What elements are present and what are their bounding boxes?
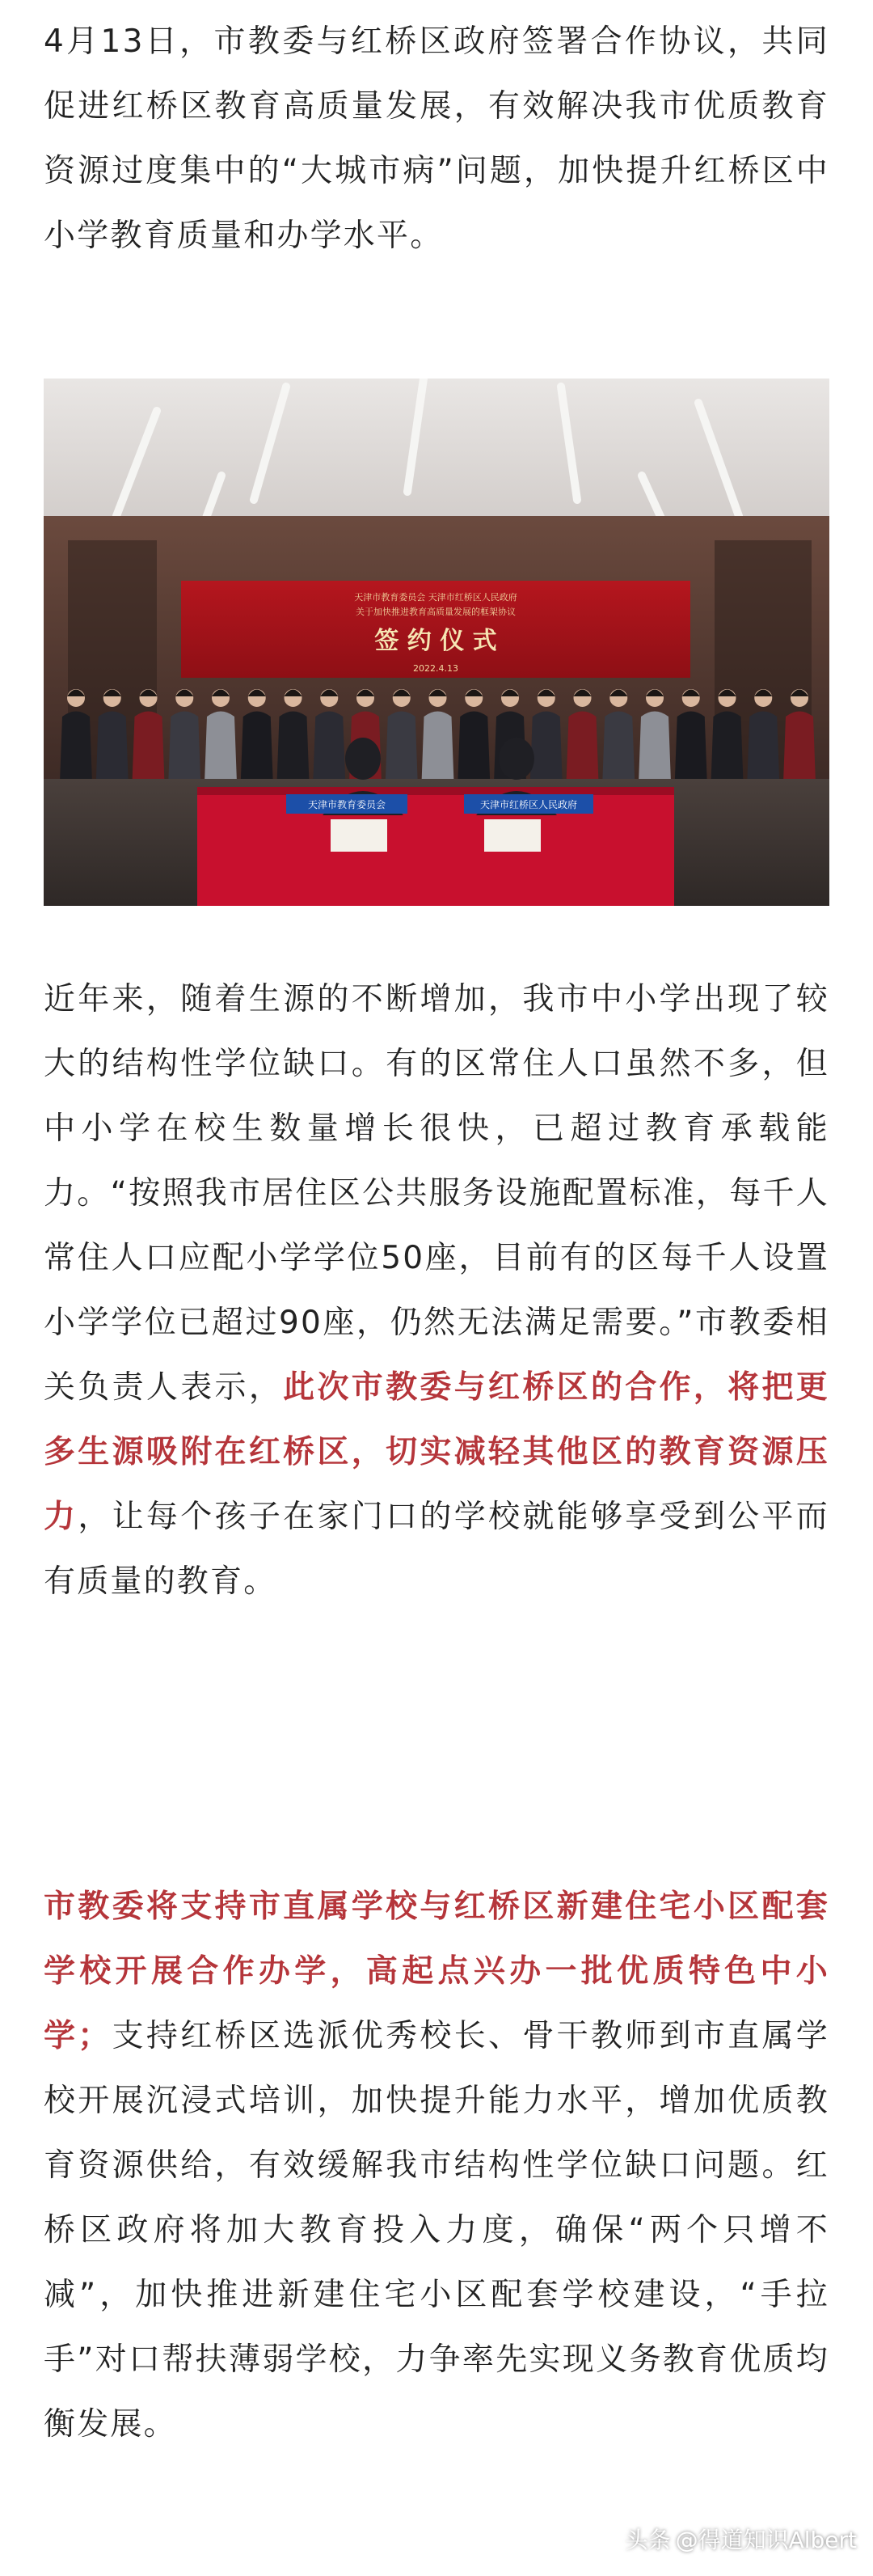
paragraph-measures-text: 支持红桥区选派优秀校长、骨干教师到市直属学校开展沉浸式培训，加快提升能力水平，增加优质教育资源供给，有效缓解我市结构性学位缺口问题。红桥区政府将加大教育投入力度，确保“两个只增不减”，加快推进新建住宅小区配套学校建设，“手拉手”对口帮扶薄弱学校，力争率先实现义务教育优质均衡发展。	[44, 2018, 829, 2443]
photo-figure-body	[313, 712, 345, 784]
watermark-prefix: 头条	[625, 2527, 671, 2553]
photo-figure-body	[567, 712, 599, 784]
watermark	[626, 2523, 857, 2555]
table-sign-left: 天津市教育委员会	[307, 799, 386, 810]
table-sign-right: 天津市红桥区人民政府	[479, 799, 578, 810]
photo-figure-body	[602, 712, 635, 784]
paragraph-measures-highlight: 市教委将支持市直属学校与红桥区新建住宅小区配套学校开展合作办学，高起点兴办一批优质特色中小学；	[44, 1889, 829, 2054]
photo-figure-body	[386, 712, 418, 784]
banner-line-2: 关于加快推进教育高质量发展的框架协议	[356, 607, 516, 617]
photo-figure-body	[711, 712, 744, 784]
photo-figure-body	[639, 712, 671, 784]
paragraph-background-text-1: 近年来，随着生源的不断增加，我市中小学出现了较大的结构性学位缺口。有的区常住人口虽然不多，但中小学在校生数量增长很快，已超过教育承载能力。“按照我市居住区公共服务设施配置标准，每千人常住人口应配小学学位50座，目前有的区每千人设置小学学位已超过90座，仍然无法满足需要。”市教委相关负责人表示，	[44, 981, 829, 1406]
paragraph-intro-text: 4月13日，市教委与红桥区政府签署合作协议，共同促进红桥区教育高质量发展，有效解决我市优质教育资源过度集中的“大城市病”问题，加快提升红桥区中小学教育质量和办学水平。	[44, 23, 829, 254]
photo-figure-body	[168, 712, 200, 784]
paragraph-intro	[44, 10, 829, 269]
photo-figure-body	[675, 712, 707, 784]
photo-figure-body	[96, 712, 129, 784]
photo-figure-body	[530, 712, 563, 784]
paragraph-background-highlight: 此次市教委与红桥区的合作，将把更多生源吸附在红桥区，切实减轻其他区的教育资源压力	[44, 1369, 830, 1535]
photo-figure-body	[241, 712, 273, 784]
photo-figure-body	[277, 712, 310, 784]
photo-figure-body	[747, 712, 779, 784]
photo-figure-body	[458, 712, 490, 784]
signing-ceremony-photo	[44, 379, 829, 906]
photo-figure-body	[133, 712, 165, 784]
photo-figure-body	[205, 712, 237, 784]
photo-figure-body	[783, 712, 816, 784]
photo-figure-body	[60, 712, 92, 784]
banner-date: 2022.4.13	[413, 663, 458, 674]
paragraph-measures	[44, 1875, 829, 2457]
paragraph-background	[44, 967, 829, 1614]
banner-title: 签 约 仪 式	[374, 627, 497, 655]
banner-line-1: 天津市教育委员会 天津市红桥区人民政府	[354, 592, 517, 603]
paragraph-background-text-2: ，让每个孩子在家门口的学校就能够享受到公平而有质量的教育。	[44, 1499, 829, 1600]
watermark-handle: @得道知识Albert	[675, 2527, 857, 2553]
photo-figure-body	[422, 712, 454, 784]
